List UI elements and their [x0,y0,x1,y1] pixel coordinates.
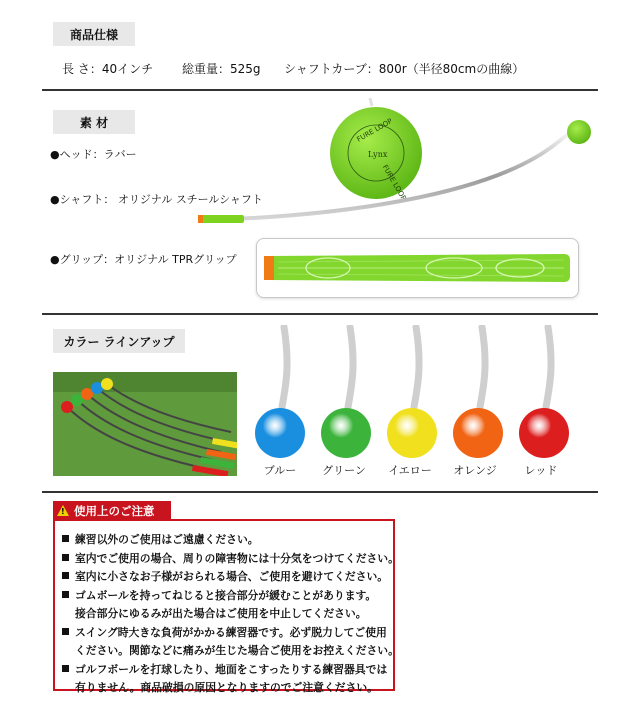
caution-line-4b [62,606,367,621]
grip-closeup [264,250,574,286]
caution-text-1: 練習以外のご使用はご遠慮ください。 [75,533,259,546]
swatch-shaft-4 [546,327,551,407]
caution-text-4: ゴムボールを持ってねじると接合部分が緩むことがあります。 [75,589,377,602]
spec-tag: 商品仕様 [53,22,135,46]
color-label-red: レッド [524,464,558,477]
mini-grip [198,215,244,223]
color-label-orange: オレンジ [453,464,497,477]
section-divider-3 [42,491,598,493]
spec-length: 長 さ：40インチ [62,62,154,76]
swatch-ball-2 [387,408,437,458]
caution-text-8: ゴルフボールを打球したり、地面をこすったりする練習器具では [75,663,388,676]
caution-line-6 [62,662,387,677]
bullet-icon [62,591,69,598]
caution-line-4 [62,588,376,603]
swatch-shaft-3 [480,327,485,407]
color-label-yellow: イエロー [388,464,432,477]
section-divider-2 [42,313,598,315]
caution-text-3: 室内に小さなお子様がおられる場合、ご使用を避けてください。 [75,570,389,583]
ball-logo-center: Lynx [368,150,388,159]
caution-text-2: 室内でご使用の場合、周りの障害物には十分気をつけてください。 [75,552,399,565]
caution-header [53,501,171,520]
section-divider [42,89,598,91]
spec-curve: シャフトカーブ：800r（半径80cmの曲線） [284,62,525,76]
bullet-icon [62,628,69,635]
caution-line-5b [62,643,399,658]
caution-text-5: 接合部分にゆるみが出た場合はご使用を中止してください。 [75,607,367,620]
bullet-icon [62,572,69,579]
caution-line-1 [62,532,259,547]
spec-weight: 総重量：525g [182,62,261,76]
bullet-icon [62,535,69,542]
bullet-icon [62,554,69,561]
color-label-green: グリーン [322,464,366,477]
caution-text-7: ください。関節などに痛みが生じた場合ご使用をお控えください。 [75,644,399,657]
caution-line-6b [62,680,378,695]
caution-title: 使用上のご注意 [74,503,155,518]
swatch-ball-0 [255,408,305,458]
small-ball [567,120,591,144]
color-label-blue: ブルー [263,464,297,477]
swatch-shaft-1 [348,327,353,407]
bullet-icon [62,665,69,672]
material-head: ●ヘッド：ラバー [50,148,137,161]
swatch-shaft-2 [414,327,419,407]
caution-line-2 [62,551,399,566]
product-illustration [190,98,610,228]
swatch-ball-4 [519,408,569,458]
swatch-ball-3 [453,408,503,458]
ball-logo-bottom: FURE LOOP [380,163,408,202]
lineup-photo [53,372,237,476]
material-grip: ●グリップ：オリジナル TPRグリップ [50,253,237,266]
caution-line-3 [62,569,388,584]
caution-line-5 [62,625,387,640]
warning-icon: ! [57,505,69,516]
material-shaft: ●シャフト： オリジナル スチールシャフト [50,193,263,206]
color-swatches [250,325,580,465]
swatch-shaft-0 [282,327,287,407]
ball-logo-top: FURE LOOP [355,117,394,144]
caution-text-9: 有りません。商品破損の原因となりますのでご注意ください。 [75,681,378,694]
shaft-line [370,98,372,106]
swatch-ball-1 [321,408,371,458]
materials-tag: 素 材 [53,110,135,134]
colors-tag: カラー ラインアップ [53,329,185,353]
caution-text-6: スイング時大きな負荷がかかる練習器です。必ず脱力してご使用 [75,626,387,639]
